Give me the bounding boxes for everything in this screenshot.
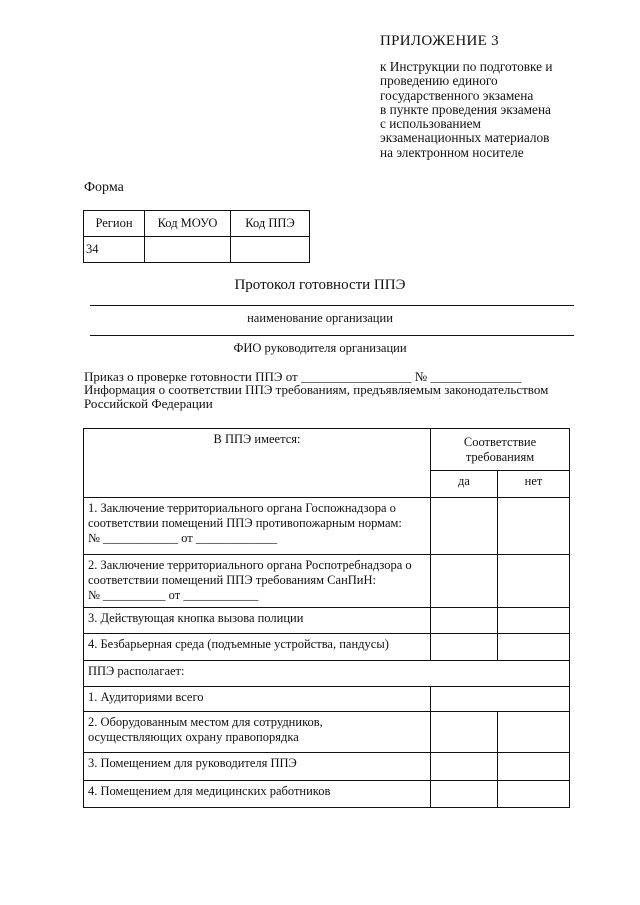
no-cell[interactable] bbox=[498, 753, 570, 781]
table-row bbox=[84, 498, 570, 555]
table-row bbox=[84, 687, 570, 712]
table-row bbox=[84, 555, 570, 608]
row-police-button: 3. Действующая кнопка вызова полиции bbox=[84, 608, 431, 634]
row-auditoriums: 1. Аудиториями всего bbox=[84, 687, 431, 712]
no-cell[interactable] bbox=[498, 498, 570, 555]
appendix-subtitle-line: в пункте проведения экзамена bbox=[380, 101, 551, 117]
region-value[interactable]: 34 bbox=[84, 237, 145, 263]
readiness-table bbox=[83, 428, 570, 808]
row-text-line: № ____________ от _____________ bbox=[88, 531, 278, 545]
appendix-title: ПРИЛОЖЕНИЕ 3 bbox=[380, 33, 499, 49]
header-available: В ППЭ имеется: bbox=[84, 429, 431, 498]
codes-table bbox=[83, 210, 310, 263]
table-section-row bbox=[84, 661, 570, 687]
mouo-header: Код МОУО bbox=[145, 211, 231, 237]
yes-cell[interactable] bbox=[431, 498, 498, 555]
appendix-subtitle-line: государственного экзамена bbox=[380, 87, 534, 103]
table-header-row bbox=[84, 429, 570, 471]
form-label: Форма bbox=[84, 180, 124, 195]
appendix-subtitle-line: проведению единого bbox=[380, 73, 498, 89]
no-cell[interactable] bbox=[498, 608, 570, 634]
order-line: Приказ о проверке готовности ППЭ от _________________ № ______________ bbox=[84, 369, 522, 384]
yes-cell[interactable] bbox=[431, 712, 498, 753]
no-cell[interactable] bbox=[498, 781, 570, 808]
row-text-line: 1. Заключение территориального органа Госпожнадзора о bbox=[88, 501, 396, 515]
row-text-line: 2. Заключение территориального органа Роспотребнадзора о bbox=[88, 558, 412, 572]
yes-cell[interactable] bbox=[431, 555, 498, 608]
table-row bbox=[84, 634, 570, 661]
codes-header-row bbox=[84, 211, 310, 237]
appendix-subtitle-line: с использованием bbox=[380, 116, 481, 132]
ppe-code-value[interactable] bbox=[231, 237, 310, 263]
ppe-code-header: Код ППЭ bbox=[231, 211, 310, 237]
header-no: нет bbox=[498, 471, 570, 498]
no-cell[interactable] bbox=[498, 634, 570, 661]
row-fire-inspection bbox=[84, 498, 431, 555]
codes-value-row bbox=[84, 237, 310, 263]
table-row bbox=[84, 608, 570, 634]
mouo-value[interactable] bbox=[145, 237, 231, 263]
row-text-line: № __________ от ____________ bbox=[88, 588, 259, 602]
org-name-caption: наименование организации bbox=[247, 311, 393, 325]
appendix-subtitle bbox=[380, 60, 620, 160]
row-text-line: соответствии помещений ППЭ требованиям СанПиН: bbox=[88, 573, 376, 587]
table-row bbox=[84, 781, 570, 808]
head-name-caption: ФИО руководителя организации bbox=[233, 341, 407, 355]
org-name-line[interactable] bbox=[90, 305, 574, 306]
yes-cell[interactable] bbox=[431, 753, 498, 781]
region-header: Регион bbox=[84, 211, 145, 237]
appendix-subtitle-line: экзаменационных материалов bbox=[380, 130, 550, 146]
auditoriums-count-cell[interactable] bbox=[431, 687, 570, 712]
row-barrier-free: 4. Безбарьерная среда (подъемные устройства, пандусы) bbox=[84, 634, 431, 661]
row-head-room: 3. Помещением для руководителя ППЭ bbox=[84, 753, 431, 781]
row-sanitary-inspection bbox=[84, 555, 431, 608]
yes-cell[interactable] bbox=[431, 781, 498, 808]
appendix-subtitle-line: на электронном носителе bbox=[380, 144, 524, 160]
section-label: ППЭ располагает: bbox=[84, 661, 570, 687]
yes-cell[interactable] bbox=[431, 608, 498, 634]
row-text-line: 2. Оборудованным местом для сотрудников, bbox=[88, 715, 323, 729]
protocol-title: Протокол готовности ППЭ bbox=[234, 277, 406, 293]
table-row bbox=[84, 712, 570, 753]
info-line: Информация о соответствии ППЭ требованиям, предъявляемым законодательством Российской Федерации bbox=[84, 382, 549, 412]
yes-cell[interactable] bbox=[431, 634, 498, 661]
row-security-place bbox=[84, 712, 431, 753]
row-text-line: соответствии помещений ППЭ противопожарным нормам: bbox=[88, 516, 402, 530]
head-name-line[interactable] bbox=[90, 335, 574, 336]
header-compliance: Соответствие требованиям bbox=[431, 429, 570, 471]
row-medical-room: 4. Помещением для медицинских работников bbox=[84, 781, 431, 808]
header-yes: да bbox=[431, 471, 498, 498]
appendix-subtitle-line: к Инструкции по подготовке и bbox=[380, 59, 553, 74]
table-row bbox=[84, 753, 570, 781]
no-cell[interactable] bbox=[498, 555, 570, 608]
no-cell[interactable] bbox=[498, 712, 570, 753]
row-text-line: осуществляющих охрану правопорядка bbox=[88, 730, 299, 744]
